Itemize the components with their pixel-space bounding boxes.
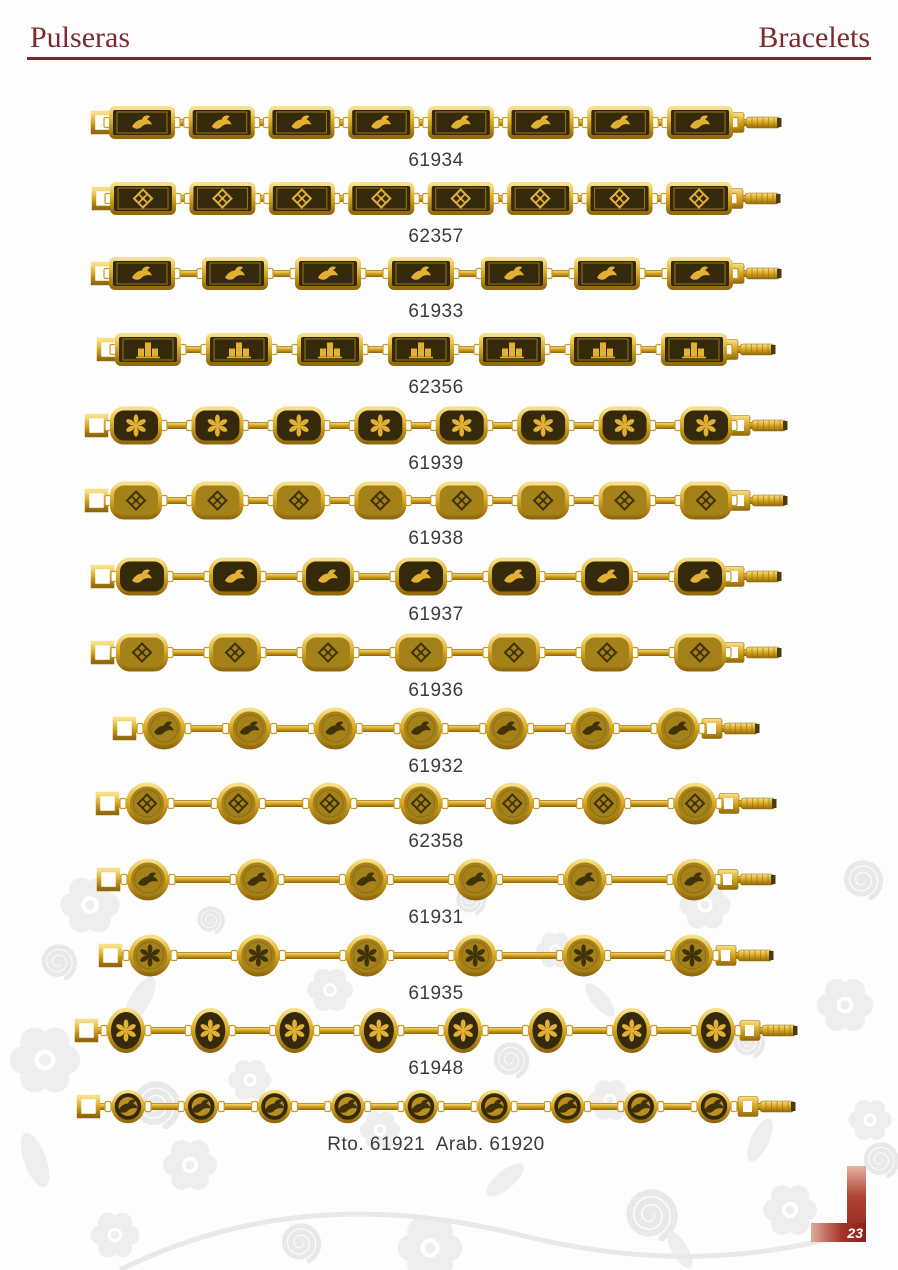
bracelet-code: 61937 <box>408 604 464 626</box>
bracelet-row <box>46 856 826 932</box>
bracelet-image <box>72 1083 800 1130</box>
bracelet-row <box>46 932 826 1008</box>
bracelet-graphic <box>91 780 781 827</box>
bracelet-list <box>46 99 826 1159</box>
bracelet-graphic <box>72 1083 800 1130</box>
bracelet-graphic <box>87 175 785 222</box>
bracelet-graphic <box>92 856 780 903</box>
bracelet-row <box>46 1007 826 1083</box>
bracelet-graphic <box>86 99 786 146</box>
bracelet-row <box>46 326 826 402</box>
bracelet-row <box>46 1083 826 1159</box>
bracelet-image <box>80 477 792 524</box>
bracelet-code: 61932 <box>408 755 464 777</box>
bracelet-row <box>46 402 826 478</box>
page-title-english: Bracelets <box>758 21 870 54</box>
bracelet-code: 61934 <box>408 150 464 171</box>
bracelet-image <box>108 705 764 752</box>
bracelet-row <box>46 780 826 856</box>
bracelet-code: 61933 <box>408 301 464 323</box>
page-title-spanish: Pulseras <box>30 21 130 54</box>
bracelet-image <box>86 629 786 676</box>
bracelet-row <box>46 99 826 175</box>
bracelet-graphic <box>86 553 786 600</box>
bracelet-code: 61938 <box>408 528 464 550</box>
bracelet-code: 61931 <box>408 906 464 928</box>
bracelet-image <box>94 932 778 979</box>
bracelet-graphic <box>80 402 792 449</box>
bracelet-image <box>92 856 780 903</box>
bracelet-graphic <box>80 477 792 524</box>
bracelet-graphic <box>70 1007 802 1054</box>
bracelet-code: 62357 <box>408 225 464 247</box>
bracelet-image <box>86 553 786 600</box>
bracelet-image <box>70 1007 802 1054</box>
bracelet-code: 61935 <box>408 982 464 1004</box>
bracelet-row <box>46 175 826 251</box>
bracelet-image <box>87 175 785 222</box>
bracelet-code: 61948 <box>408 1058 464 1080</box>
bracelet-image <box>91 780 781 827</box>
bracelet-code: 61939 <box>408 452 464 474</box>
bracelet-row <box>46 477 826 553</box>
bracelet-row <box>46 553 826 629</box>
bracelet-graphic <box>94 932 778 979</box>
bracelet-code: Rto. 61921 Arab. 61920 <box>327 1133 545 1155</box>
bracelet-image <box>80 402 792 449</box>
bracelet-graphic <box>86 629 786 676</box>
bracelet-image <box>92 326 780 373</box>
header-rule <box>27 57 871 60</box>
bracelet-graphic <box>108 705 764 752</box>
bracelet-row <box>46 705 826 781</box>
bracelet-code: 61936 <box>408 679 464 701</box>
bracelet-code: 62356 <box>408 377 464 399</box>
bracelet-row <box>46 250 826 326</box>
bracelet-row <box>46 629 826 705</box>
bracelet-graphic <box>92 326 780 373</box>
bracelet-image <box>86 99 786 146</box>
bracelet-image <box>86 250 786 297</box>
bracelet-code: 62358 <box>408 831 464 853</box>
page-number: 23 <box>847 1225 863 1241</box>
bracelet-graphic <box>86 250 786 297</box>
